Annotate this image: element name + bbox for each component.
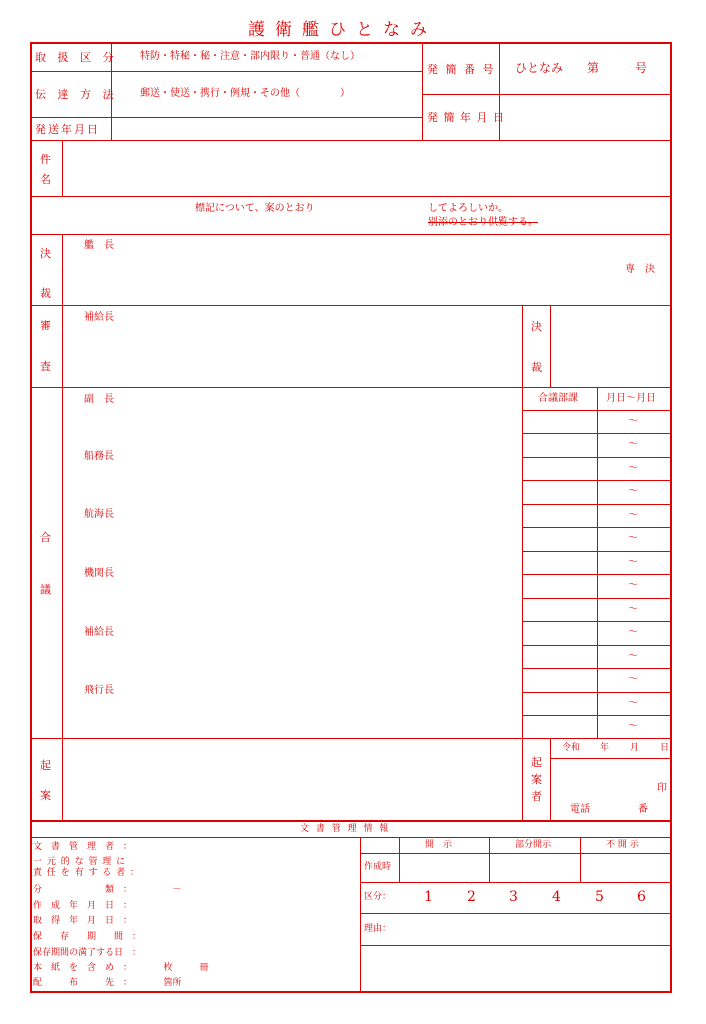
records-row-responsible-1: 一 元 的 な 管 理 に	[33, 857, 127, 867]
page-title: 護衛艦ひとなみ	[248, 20, 437, 40]
review-decision-label-2: 裁	[531, 361, 542, 374]
issue-number-value[interactable]: ひとなみ 第 号	[515, 61, 648, 75]
date-tilde-6: ～	[628, 533, 638, 544]
category-label: 区分：	[364, 892, 392, 902]
date-tilde-11: ～	[628, 651, 638, 662]
date-tilde-3: ～	[628, 463, 638, 474]
classification-options[interactable]: 特防・特秘・秘・注意・部内限り・普通（なし）	[140, 51, 360, 62]
records-row-manager: 文 書 管 理 者 ：	[33, 842, 133, 852]
date-tilde-8: ～	[628, 580, 638, 591]
records-row-category: 分 類 ： －	[33, 885, 182, 895]
drafter-label-3: 者	[531, 790, 542, 803]
records-row-responsible-2: 責 任 を 有 す る 者 ：	[33, 868, 141, 878]
records-row-acquired: 取 得 年 月 日 ：	[33, 916, 133, 926]
draft-era: 令和	[562, 743, 581, 753]
sole-decision-label: 専 決	[625, 264, 655, 275]
subject-label-1: 件	[40, 153, 51, 166]
drafter-label-1: 起	[531, 756, 542, 769]
draft-label-2: 案	[40, 789, 51, 802]
issue-number-label: 発 簡 番 号	[427, 63, 496, 76]
consult-label-2: 議	[40, 583, 51, 596]
reason-label: 理由：	[364, 924, 392, 934]
consult-label-1: 合	[40, 531, 51, 544]
dept-header: 合議部課	[538, 393, 578, 404]
date-tilde-14: ～	[628, 721, 638, 732]
role-operations: 船務長	[84, 451, 114, 462]
disclose-cell[interactable]	[400, 854, 488, 881]
date-tilde-9: ～	[628, 604, 638, 615]
approval-text-left: 標記について、案のとおり	[195, 203, 315, 214]
extension-label: 番	[638, 804, 648, 815]
supply-head-review: 補給長	[84, 312, 114, 323]
date-tilde-10: ～	[628, 627, 638, 638]
date-tilde-5: ～	[628, 510, 638, 521]
partial-disclose-cell[interactable]	[490, 854, 579, 881]
role-flight: 飛行長	[84, 685, 114, 696]
decision-label-2: 裁	[40, 287, 51, 300]
approval-text-right-2: 別添のとおり供覧する。	[428, 217, 538, 228]
records-row-distribution: 配 布 先 ： 箇所	[33, 978, 182, 988]
date-tilde-2: ～	[628, 439, 638, 450]
date-range-header: 月日～月日	[606, 393, 656, 404]
role-engineering: 機関長	[84, 568, 114, 579]
records-row-retention: 保 存 期 間 ：	[33, 932, 142, 942]
category-option-5[interactable]: 5	[595, 889, 604, 905]
nondisclose-cell[interactable]	[581, 854, 670, 881]
category-option-1[interactable]: 1	[424, 889, 433, 905]
approval-text-right-1: してよろしいか。	[428, 203, 508, 214]
review-label-2: 査	[40, 360, 51, 373]
date-tilde-13: ～	[628, 698, 638, 709]
delivery-method-label: 伝 達 方 法	[35, 88, 118, 101]
issue-date-label: 発 簡 年 月 日	[427, 111, 505, 124]
records-header: 文 書 管 理 情 報	[300, 824, 391, 834]
category-option-6[interactable]: 6	[637, 889, 646, 905]
role-supply: 補給長	[84, 627, 114, 638]
records-row-pages: 本 紙 を 含 め ： 枚 冊	[33, 963, 209, 973]
category-option-2[interactable]: 2	[467, 889, 476, 905]
disclose-header: 開 示	[425, 840, 453, 850]
delivery-method-options[interactable]: 郵送・使送・携行・例規・その他（ ）	[140, 88, 350, 99]
partial-disclose-header: 部分開示	[515, 840, 552, 850]
created-time-label: 作成時	[364, 862, 392, 872]
decision-label-1: 決	[40, 247, 51, 260]
subject-field[interactable]	[64, 142, 670, 194]
review-decision-label-1: 決	[531, 320, 542, 333]
draft-label-1: 起	[40, 759, 51, 772]
role-navigation: 航海長	[84, 509, 114, 520]
category-option-3[interactable]: 3	[509, 889, 518, 905]
records-row-created: 作 成 年 月 日 ：	[33, 901, 133, 911]
captain-label: 艦 長	[84, 240, 114, 251]
review-label-1: 審	[40, 319, 51, 332]
date-tilde-4: ～	[628, 486, 638, 497]
records-row-expiry: 保存期間の満了する日 ：	[33, 948, 142, 958]
draft-day: 日	[660, 743, 670, 753]
draft-month: 月	[630, 743, 640, 753]
draft-year: 年	[600, 743, 610, 753]
phone-label: 電話	[570, 804, 590, 815]
reason-field[interactable]	[400, 915, 670, 944]
date-tilde-12: ～	[628, 674, 638, 685]
drafter-label-2: 案	[531, 773, 542, 786]
nondisclose-header: 不 開 示	[606, 840, 639, 850]
seal-mark: 印	[657, 783, 667, 794]
date-tilde-1: ～	[628, 416, 638, 427]
category-option-4[interactable]: 4	[552, 889, 561, 905]
role-vice-captain: 副 長	[84, 394, 114, 405]
classification-label: 取 扱 区 分	[35, 51, 118, 64]
send-date-label: 発送年月日	[35, 123, 100, 136]
date-tilde-7: ～	[628, 557, 638, 568]
subject-label-2: 名	[40, 173, 51, 186]
